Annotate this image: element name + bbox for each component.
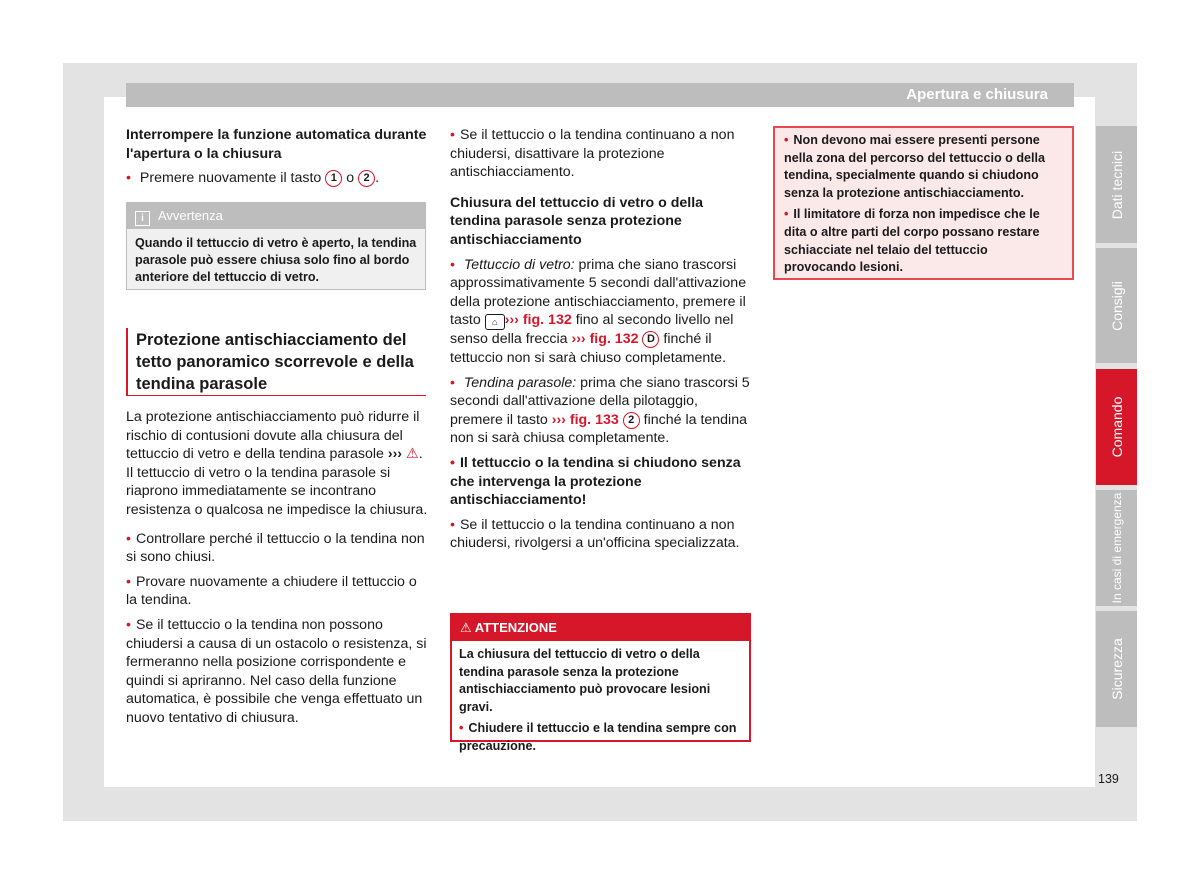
side-tab-label: Consigli (1108, 280, 1125, 331)
roof-button-icon: ⌂ (485, 314, 505, 330)
item-text: prima che siano trascorsi 5 secondi dall'attivazione della pilotaggio, premere il tasto (450, 374, 750, 428)
warning-triangle-icon: ⚠ (406, 446, 419, 463)
side-tab-label: In casi di emergenza (1109, 492, 1124, 604)
warning-text: La chiusura del tettuccio di vetro o della tendina parasole senza la protezione antischiacciamento può provocare lesioni gravi. (459, 647, 711, 714)
note-box (126, 202, 426, 290)
side-tab-sicurezza[interactable] (1096, 611, 1137, 727)
side-tab-emergenza[interactable] (1096, 490, 1137, 606)
cross-ref[interactable]: ››› (387, 446, 403, 463)
column-1 (126, 126, 428, 188)
page-number: 139 (1098, 772, 1119, 786)
warning-bullet: • Il limitatore di forza non impedisce che le dita o altre parti del corpo possano restare schiacciate nel telaio del tettuccio provocando lesioni. (784, 206, 1063, 276)
key-number-2: 2 (358, 170, 375, 187)
fig-ref[interactable]: ››› fig. 133 (551, 411, 619, 428)
side-tab-consigli[interactable] (1096, 248, 1137, 363)
list-item-bold: • Il tettuccio o la tendina si chiudono senza che intervenga la protezione antischiacciamento! (450, 454, 750, 510)
subheading-closing: Chiusura del tettuccio di vetro o della tendina parasole senza protezione antischiacciamento (450, 194, 704, 248)
warning-body (452, 641, 749, 761)
warning-bullet: • Non devono mai essere presenti persone nella zona del percorso del tettuccio o della tendina, specialmente quando si chiudono senza la protezione antischiacciamento. (784, 132, 1063, 202)
side-tab-label: Sicurezza (1108, 638, 1125, 700)
column-2 (450, 126, 750, 553)
list-item: • Provare nuovamente a chiudere il tettuccio o la tendina. (126, 573, 428, 610)
step-press-key (126, 169, 428, 188)
fig-ref[interactable]: ››› fig. 132 (571, 331, 639, 348)
page-title: Apertura e chiusura (906, 86, 1048, 103)
fig-ref[interactable]: ››› fig. 132 (504, 312, 572, 329)
warning-continued-box (773, 126, 1074, 280)
side-tab-label: Dati tecnici (1108, 150, 1125, 219)
warning-header (452, 615, 749, 641)
callout-number: 2 (623, 412, 640, 429)
list-item-glass-roof (450, 256, 750, 368)
side-tab-comando[interactable] (1096, 369, 1137, 485)
item-label: Tendina parasole: (463, 374, 577, 391)
warning-triangle-icon: ⚠ (460, 620, 472, 635)
info-icon: i (135, 211, 150, 226)
warning-box (450, 613, 751, 753)
warning-bullet: • Chiudere il tettuccio e la tendina sempre con precauzione. (459, 720, 742, 755)
list-item: • Se il tettuccio o la tendina continuano a non chiudersi, disattivare la protezione antischiacciamento. (450, 126, 750, 182)
note-text: Quando il tettuccio di vetro è aperto, la tendina parasole può essere chiusa solo fino al bordo anteriore del tettuccio di vetro. (135, 236, 417, 284)
step-text: Premere nuovamente il tasto (139, 170, 322, 187)
side-tab-label: Comando (1108, 396, 1125, 458)
header-bar (126, 83, 1074, 107)
key-number-1: 1 (325, 170, 342, 187)
callout-letter: D (642, 331, 659, 348)
item-label: Tettuccio di vetro: (463, 256, 575, 273)
item-text: fino al secondo livello nel senso della freccia (450, 312, 734, 348)
item-text: finché la tendina non si sarà chiusa completamente. (450, 411, 747, 447)
list-item: • Se il tettuccio o la tendina continuano a non chiudersi, rivolgersi a un'officina specializzata. (450, 516, 750, 553)
subheading-interrupt: Interrompere la funzione automatica durante l'apertura o la chiusura (126, 127, 427, 162)
step-or: o (346, 170, 355, 187)
list-item: • Se il tettuccio o la tendina non possono chiudersi a causa di un ostacolo o resistenza, si fermeranno nella posizione corrispondente e quindi si apriranno. Nel caso della funzione automatica, è possibile che venga effettuato un nuovo tentativo di chiusura. (126, 616, 428, 728)
warning-title: ATTENZIONE (474, 620, 557, 635)
column-1-body (126, 408, 428, 728)
section-title: Protezione antischiacciamento del tetto panoramico scorrevole e della tendina parasole (126, 328, 426, 396)
intro-paragraph (126, 408, 428, 520)
intro-text: La protezione antischiacciamento può ridurre il rischio di contusioni dovute alla chiusura del tettuccio di vetro e della tendina parasole (126, 409, 420, 463)
side-tab-dati-tecnici[interactable] (1096, 126, 1137, 243)
note-header (127, 203, 425, 229)
intro-text-2: . Il tettuccio di vetro o la tendina parasole si riaprono immediatamente se incontrano resistenza o qualcosa ne impedisce la chiusura. (126, 446, 428, 518)
item-text: finché il tettuccio non si sarà chiuso completamente. (450, 331, 727, 366)
list-item: • Controllare perché il tettuccio o la tendina non si sono chiusi. (126, 530, 428, 567)
item-text: prima che siano trascorsi approssimativamente 5 secondi dall'attivazione della protezione antischiacciamento, premere il tasto (450, 256, 747, 329)
step-end: . (375, 170, 380, 187)
warning-continued-body (775, 128, 1072, 281)
note-title: Avvertenza (158, 208, 223, 223)
list-item-sunshade (450, 374, 750, 448)
